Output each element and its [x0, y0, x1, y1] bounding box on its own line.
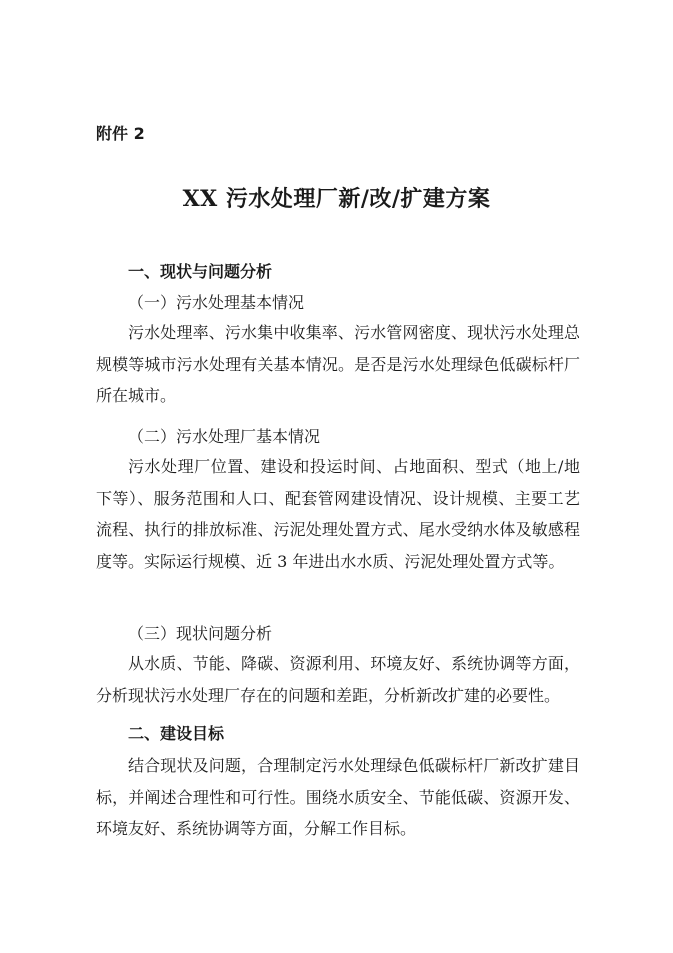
document-title: XX 污水处理厂新/改/扩建方案: [182, 186, 491, 212]
paragraph-sewage-basics: 污水处理率、污水集中收集率、污水管网密度、现状污水处理总规模等城市污水处理有关基本情况。是否是污水处理绿色低碳标杆厂所在城市。: [96, 323, 580, 405]
paragraph-problem-analysis: 从水质、节能、降碳、资源利用、环境友好、系统协调等方面，分析现状污水处理厂存在的问题和差距，分析新改扩建的必要性。: [96, 654, 580, 705]
paragraph-construction-goals: 结合现状及问题，合理制定污水处理绿色低碳标杆厂新改扩建目标，并阐述合理性和可行性。围绕水质安全、节能低碳、资源开发、环境友好、系统协调等方面，分解工作目标。: [96, 756, 580, 838]
paragraph-plant-basics: 污水处理厂位置、建设和投运时间、占地面积、型式（地上/地下等）、服务范围和人口、配套管网建设情况、设计规模、主要工艺流程、执行的排放标准、污泥处理处置方式、尾水受纳水体及敏感程度等。实际运行规模、近 3 年进出水水质、污泥处理处置方式等。: [96, 457, 580, 571]
subsection-heading-plant-basics: （二）污水处理厂基本情况: [128, 427, 321, 446]
section-heading-construction-goals: 二、建设目标: [128, 724, 225, 743]
subsection-heading-sewage-basics: （一）污水处理基本情况: [128, 293, 305, 312]
subsection-heading-problem-analysis: （三）现状问题分析: [128, 624, 273, 643]
section-heading-status-analysis: 一、现状与问题分析: [128, 262, 273, 281]
attachment-label: 附件 2: [96, 124, 145, 143]
